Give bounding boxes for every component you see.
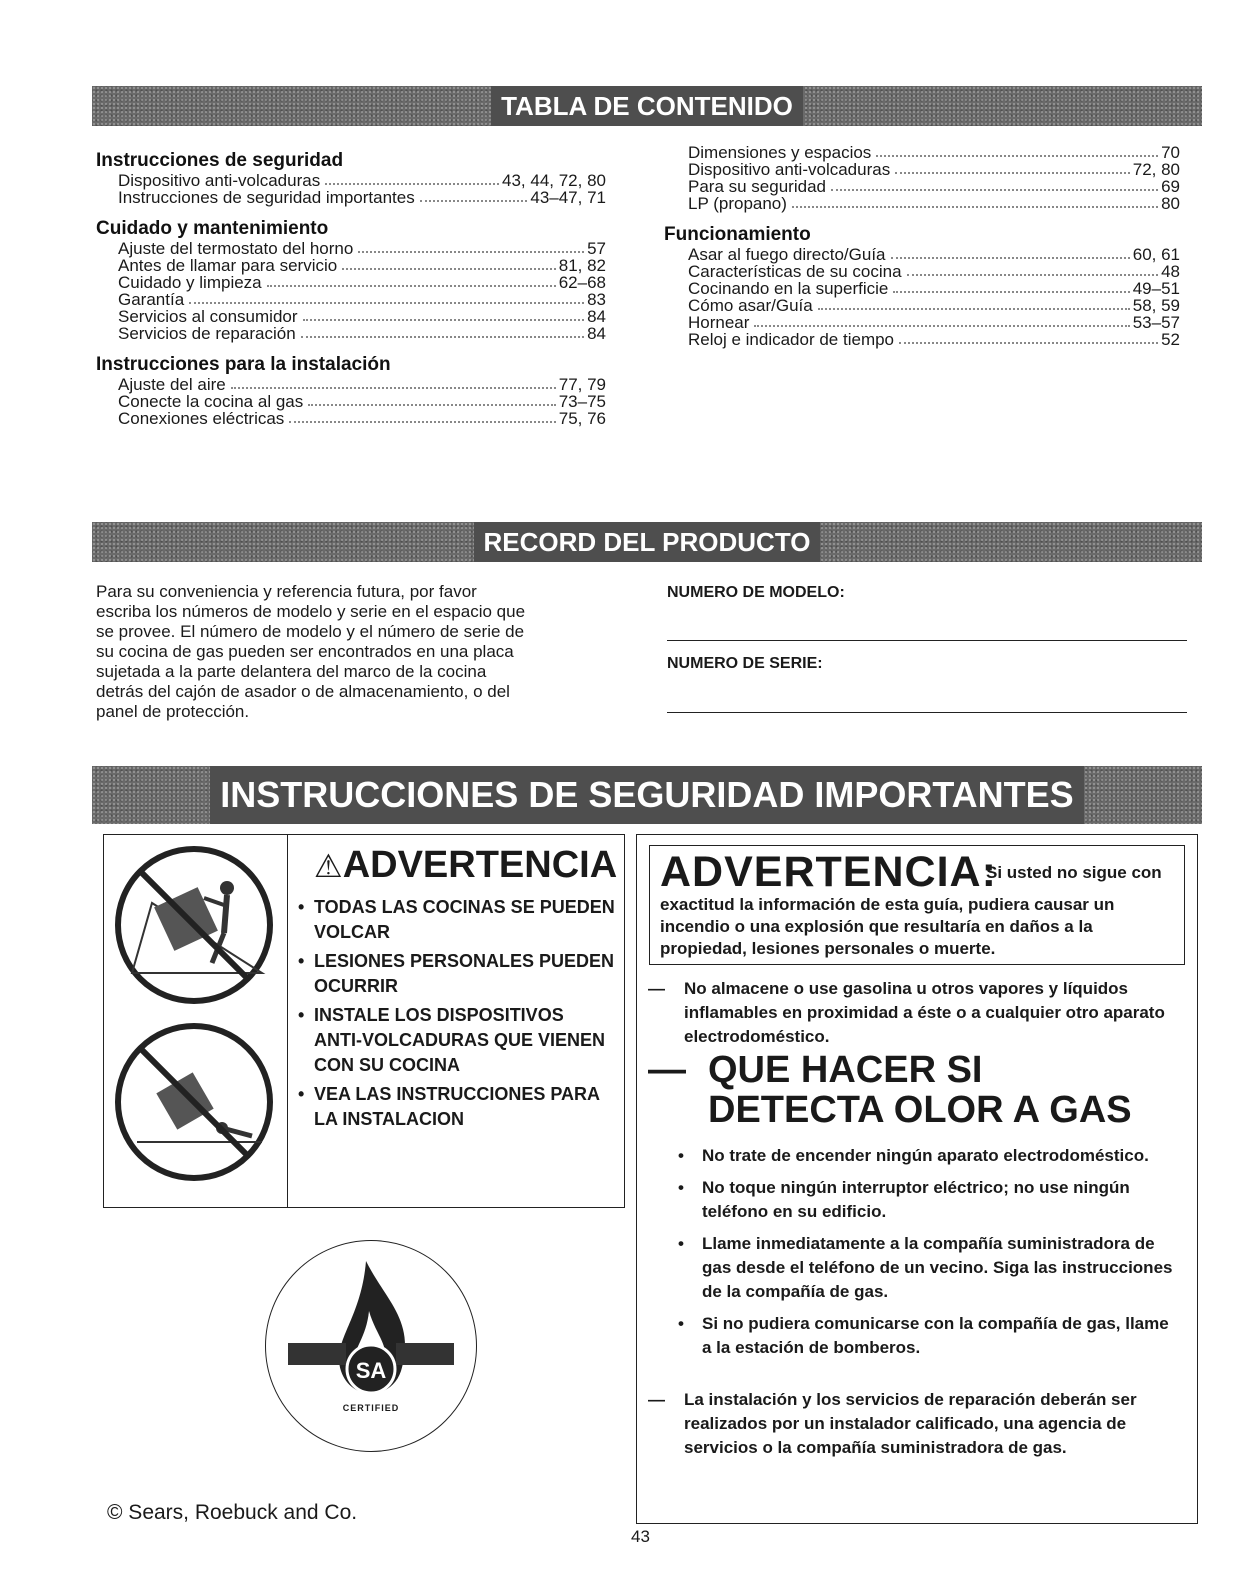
tip-warning-item: • INSTALE LOS DISPOSITIVOS ANTI-VOLCADURAS QUE VIENEN CON SU COCINA bbox=[296, 1003, 616, 1078]
record-line: sujetada a la parte delantera del marco de la cocina bbox=[96, 662, 487, 681]
toc-entry-pages: 60, 61 bbox=[1132, 245, 1180, 264]
gas-odor-steps bbox=[676, 1144, 1181, 1368]
toc-entry-pages: 75, 76 bbox=[558, 409, 606, 428]
safety-banner bbox=[92, 766, 1202, 824]
safety-banner-title: INSTRUCCIONES DE SEGURIDAD IMPORTANTES bbox=[210, 766, 1083, 824]
toc-leader-dots bbox=[899, 331, 1158, 344]
toc-entry-text: Servicios al consumidor bbox=[118, 307, 298, 326]
toc-leader-dots bbox=[792, 195, 1158, 208]
toc-entry-text: Reloj e indicador de tiempo bbox=[688, 330, 895, 349]
copyright: © Sears, Roebuck and Co. bbox=[107, 1501, 358, 1524]
storage-warning bbox=[648, 977, 1178, 1049]
toc-entry bbox=[96, 308, 606, 325]
toc-leader-dots bbox=[893, 280, 1129, 293]
model-number-label: NUMERO DE MODELO: bbox=[667, 584, 845, 601]
toc-entry-text: Dispositivo anti-volcaduras bbox=[688, 160, 891, 179]
toc-entry bbox=[96, 325, 606, 342]
record-line: detrás del cajón de asador o de almacenamiento, o del bbox=[96, 682, 510, 701]
toc-entry bbox=[664, 263, 1180, 280]
gas-warning-title-tail: Si usted no sigue con bbox=[986, 863, 1162, 882]
toc-entry bbox=[96, 291, 606, 308]
toc-entry bbox=[664, 314, 1180, 331]
certified-label: CERTIFIED bbox=[342, 1403, 400, 1413]
gas-odor-step: • Si no pudiera comunicarse con la compañía de gas, llame a la estación de bomberos. bbox=[676, 1312, 1181, 1360]
toc-entry-text: Instrucciones de seguridad importantes bbox=[118, 188, 415, 207]
tip-warning-title: ADVERTENCIA bbox=[342, 844, 618, 886]
toc-banner-title: TABLA DE CONTENIDO bbox=[491, 86, 803, 126]
installation-note bbox=[648, 1388, 1178, 1460]
toc-leader-dots bbox=[325, 172, 499, 185]
toc-leader-dots bbox=[818, 297, 1130, 310]
record-banner-title: RECORD DEL PRODUCTO bbox=[474, 522, 821, 562]
toc-entry bbox=[96, 257, 606, 274]
toc-entry-text: LP (propano) bbox=[688, 194, 787, 213]
toc-entry-text: Dispositivo anti-volcaduras bbox=[118, 171, 321, 190]
toc-entry-text: Conexiones eléctricas bbox=[118, 409, 285, 428]
toc-entry-pages: 43, 44, 72, 80 bbox=[502, 171, 606, 190]
record-paragraph bbox=[96, 582, 616, 722]
gas-warning-title: ADVERTENCIA: bbox=[660, 848, 997, 896]
toc-entry-text: Ajuste del aire bbox=[118, 375, 226, 394]
no-tip-over-icon bbox=[112, 1020, 276, 1184]
toc-leader-dots bbox=[895, 161, 1130, 174]
record-line: Para su conveniencia y referencia futura, por favor bbox=[96, 582, 477, 601]
toc-right-column bbox=[664, 144, 1180, 360]
toc-section-title: Instrucciones de seguridad bbox=[96, 150, 344, 171]
toc-entry bbox=[96, 240, 606, 257]
gas-odor-heading-line: QUE HACER SI bbox=[708, 1049, 983, 1091]
installation-note-text: La instalación y los servicios de reparación deberán ser realizados por un instalador calificado, una agencia de servicios o la compañía suministradora de gas. bbox=[684, 1390, 1137, 1457]
toc-entry-pages: 69 bbox=[1161, 177, 1180, 196]
toc-leader-dots bbox=[891, 246, 1130, 259]
toc-entry-pages: 72, 80 bbox=[1132, 160, 1180, 179]
toc-leader-dots bbox=[754, 314, 1129, 327]
serial-number-label: NUMERO DE SERIE: bbox=[667, 655, 823, 672]
toc-leader-dots bbox=[876, 144, 1158, 157]
toc-section-seguridad bbox=[96, 150, 606, 206]
toc-entry-pages: 83 bbox=[587, 290, 606, 309]
toc-left-column bbox=[96, 150, 606, 439]
record-line: se provee. El número de modelo y el número de serie de bbox=[96, 622, 525, 641]
gas-odor-step: • No toque ningún interruptor eléctrico; no use ningún teléfono en su edificio. bbox=[676, 1176, 1181, 1224]
tip-warning-item: • TODAS LAS COCINAS SE PUEDEN VOLCAR bbox=[296, 895, 616, 945]
toc-entry-pages: 49–51 bbox=[1132, 279, 1180, 298]
certification-logo bbox=[265, 1240, 477, 1452]
model-number-blank[interactable] bbox=[667, 640, 1187, 641]
toc-entry-text: Cocinando en la superficie bbox=[688, 279, 889, 298]
warning-triangle-icon: ⚠ bbox=[314, 848, 343, 884]
toc-entry bbox=[96, 274, 606, 291]
toc-entry-text: Garantía bbox=[118, 290, 185, 309]
toc-leader-dots bbox=[907, 263, 1159, 276]
gas-warning-banner bbox=[649, 845, 1185, 965]
toc-entry-pages: 80 bbox=[1161, 194, 1180, 213]
toc-entry-text: Cómo asar/Guía bbox=[688, 296, 813, 315]
toc-leader-dots bbox=[831, 178, 1158, 191]
toc-entry-pages: 48 bbox=[1161, 262, 1180, 281]
toc-entry-pages: 53–57 bbox=[1132, 313, 1180, 332]
record-line: su cocina de gas pueden ser encontrados en una placa bbox=[96, 642, 514, 661]
em-dash: — bbox=[648, 1049, 686, 1091]
toc-entry bbox=[664, 178, 1180, 195]
toc-entry bbox=[96, 410, 606, 427]
toc-entry-text: Hornear bbox=[688, 313, 750, 332]
toc-leader-dots bbox=[420, 189, 528, 202]
toc-entry bbox=[664, 297, 1180, 314]
toc-leader-dots bbox=[342, 257, 556, 270]
no-tip-over-icon bbox=[112, 843, 276, 1007]
toc-section-funcionamiento bbox=[664, 224, 1180, 348]
toc-entry-pages: 77, 79 bbox=[558, 375, 606, 394]
toc-banner bbox=[92, 86, 1202, 126]
toc-entry bbox=[664, 246, 1180, 263]
toc-entry-text: Características de su cocina bbox=[688, 262, 902, 281]
toc-entry bbox=[96, 189, 606, 206]
toc-entry-pages: 81, 82 bbox=[558, 256, 606, 275]
toc-entry-text: Para su seguridad bbox=[688, 177, 826, 196]
record-line: panel de protección. bbox=[96, 702, 250, 721]
toc-entry-pages: 52 bbox=[1161, 330, 1180, 349]
tip-warning-heading bbox=[314, 843, 617, 888]
toc-section-title: Cuidado y mantenimiento bbox=[96, 218, 329, 239]
toc-leader-dots bbox=[308, 393, 555, 406]
toc-leader-dots bbox=[289, 410, 555, 423]
toc-leader-dots bbox=[231, 376, 556, 389]
toc-section-title: Instrucciones para la instalación bbox=[96, 354, 391, 375]
tip-warning-box bbox=[103, 834, 625, 1208]
toc-leader-dots bbox=[301, 325, 584, 338]
toc-entry-pages: 62–68 bbox=[558, 273, 606, 292]
toc-entry-text: Conecte la cocina al gas bbox=[118, 392, 304, 411]
svg-text:SA: SA bbox=[355, 1358, 387, 1383]
toc-entry bbox=[664, 280, 1180, 297]
toc-entry-pages: 58, 59 bbox=[1132, 296, 1180, 315]
toc-entry-pages: 43–47, 71 bbox=[530, 188, 606, 207]
toc-leader-dots bbox=[267, 274, 556, 287]
tip-warning-list bbox=[296, 895, 616, 1136]
toc-entry-pages: 73–75 bbox=[558, 392, 606, 411]
toc-entry-text: Ajuste del termostato del horno bbox=[118, 239, 354, 258]
page-number: 43 bbox=[631, 1527, 650, 1546]
toc-entry-pages: 84 bbox=[587, 307, 606, 326]
record-line: escriba los números de modelo y serie en el espacio que bbox=[96, 602, 526, 621]
toc-leader-dots bbox=[358, 240, 584, 253]
toc-entry-pages: 57 bbox=[587, 239, 606, 258]
toc-entry bbox=[96, 393, 606, 410]
tip-warning-item: • LESIONES PERSONALES PUEDEN OCURRIR bbox=[296, 949, 616, 999]
toc-section-seguridad-cont bbox=[664, 144, 1180, 212]
toc-section-title: Funcionamiento bbox=[664, 224, 811, 245]
em-dash: — bbox=[648, 979, 665, 998]
toc-entry bbox=[664, 144, 1180, 161]
toc-entry bbox=[664, 195, 1180, 212]
tip-warning-item: • VEA LAS INSTRUCCIONES PARA LA INSTALACION bbox=[296, 1082, 616, 1132]
serial-number-blank[interactable] bbox=[667, 712, 1187, 713]
csa-flame-icon bbox=[266, 1241, 476, 1451]
toc-leader-dots bbox=[189, 291, 584, 304]
gas-odor-step: • Llame inmediatamente a la compañía suministradora de gas desde el teléfono de un vecino. Siga las instrucciones de la compañía de gas. bbox=[676, 1232, 1181, 1304]
toc-entry-text: Servicios de reparación bbox=[118, 324, 296, 343]
toc-entry bbox=[664, 161, 1180, 178]
toc-entry bbox=[96, 172, 606, 189]
toc-section-instalacion bbox=[96, 354, 606, 427]
em-dash: — bbox=[648, 1390, 665, 1409]
gas-warning-body: exactitud la información de esta guía, pudiera causar un incendio o una explosión que resultaría en daños a la propiedad, lesiones personales o muerte. bbox=[660, 895, 1115, 958]
toc-entry-text: Asar al fuego directo/Guía bbox=[688, 245, 886, 264]
gas-odor-heading-line: DETECTA OLOR A GAS bbox=[708, 1089, 1132, 1131]
toc-entry-text: Dimensiones y espacios bbox=[688, 143, 872, 162]
record-banner bbox=[92, 522, 1202, 562]
toc-entry-pages: 70 bbox=[1161, 143, 1180, 162]
toc-entry bbox=[664, 331, 1180, 348]
toc-entry-text: Cuidado y limpieza bbox=[118, 273, 262, 292]
storage-warning-text: No almacene o use gasolina u otros vapores y líquidos inflamables en proximidad a éste o a cualquier otro aparato electrodoméstico. bbox=[684, 979, 1165, 1046]
divider bbox=[287, 835, 288, 1207]
toc-entry-pages: 84 bbox=[587, 324, 606, 343]
toc-leader-dots bbox=[303, 308, 585, 321]
gas-odor-step: • No trate de encender ningún aparato electrodoméstico. bbox=[676, 1144, 1181, 1168]
toc-entry-text: Antes de llamar para servicio bbox=[118, 256, 338, 275]
toc-entry bbox=[96, 376, 606, 393]
toc-section-cuidado bbox=[96, 218, 606, 342]
